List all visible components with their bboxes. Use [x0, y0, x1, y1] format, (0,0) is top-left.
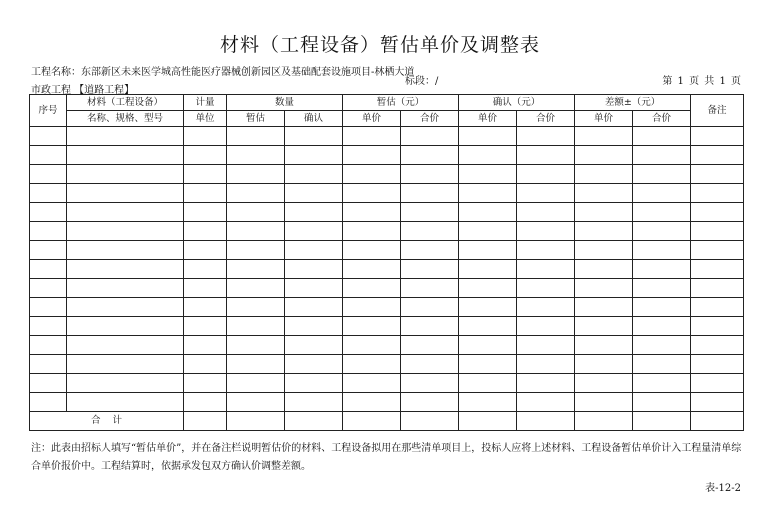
table-cell: [691, 222, 744, 241]
table-cell: [517, 203, 575, 222]
table-cell: [184, 298, 227, 317]
table-cell: [227, 279, 285, 298]
table-row: [30, 279, 744, 298]
header-diff-unit: 单价: [575, 111, 633, 127]
table-row: [30, 298, 744, 317]
table-cell: [30, 203, 67, 222]
table-row: [30, 336, 744, 355]
table-cell: [459, 260, 517, 279]
table-cell: [517, 298, 575, 317]
header-row-1: [30, 95, 744, 111]
table-cell: [67, 241, 184, 260]
header-diff: 差额±（元）: [575, 95, 691, 111]
table-cell: [285, 146, 343, 165]
table-cell: [401, 127, 459, 146]
table-cell: [459, 146, 517, 165]
table-cell: [575, 127, 633, 146]
table-cell: [30, 260, 67, 279]
table-cell: [343, 393, 401, 412]
table-cell: [633, 393, 691, 412]
table-cell: [67, 336, 184, 355]
table-cell: [184, 165, 227, 184]
table-cell: [517, 374, 575, 393]
table-cell: [691, 241, 744, 260]
table-cell: [30, 317, 67, 336]
table-cell: [343, 127, 401, 146]
table-cell: [30, 355, 67, 374]
table-cell: [401, 374, 459, 393]
table-cell: [285, 260, 343, 279]
table-cell: [575, 241, 633, 260]
table-cell: [30, 241, 67, 260]
table-cell: [285, 165, 343, 184]
table-cell: [691, 279, 744, 298]
table-cell: [343, 279, 401, 298]
table-row: [30, 127, 744, 146]
table-cell: [633, 298, 691, 317]
table-cell: [184, 203, 227, 222]
table-cell: [691, 203, 744, 222]
table-cell: [184, 279, 227, 298]
table-cell: [575, 336, 633, 355]
table-cell: [633, 127, 691, 146]
table-cell: [401, 393, 459, 412]
table-cell: [343, 298, 401, 317]
page-title: 材料（工程设备）暂估单价及调整表: [219, 34, 540, 56]
table-cell: [227, 127, 285, 146]
table-row: [30, 146, 744, 165]
table-cell: [459, 393, 517, 412]
table-cell: [30, 222, 67, 241]
table-cell: [285, 317, 343, 336]
table-cell: [343, 241, 401, 260]
table-cell: [691, 336, 744, 355]
table-row: [30, 374, 744, 393]
table-cell: [575, 412, 633, 431]
table-cell: [67, 165, 184, 184]
table-cell: [575, 184, 633, 203]
table-cell: [691, 374, 744, 393]
table-cell: [575, 222, 633, 241]
table-cell: [67, 222, 184, 241]
table-cell: [227, 298, 285, 317]
table-cell: [401, 412, 459, 431]
table-cell: [285, 127, 343, 146]
table-cell: [517, 241, 575, 260]
total-row: [30, 412, 744, 431]
table-cell: [401, 241, 459, 260]
table-row: [30, 222, 744, 241]
table-cell: [517, 279, 575, 298]
header-quantity: 数量: [227, 95, 343, 111]
table-cell: [633, 146, 691, 165]
table-cell: [67, 146, 184, 165]
table-cell: [459, 222, 517, 241]
header-remark: 备注: [691, 95, 744, 127]
table-cell: [401, 222, 459, 241]
table-cell: [575, 146, 633, 165]
table-cell: [517, 336, 575, 355]
table-cell: [343, 336, 401, 355]
table-cell: [691, 412, 744, 431]
table-cell: [184, 127, 227, 146]
table-row: [30, 203, 744, 222]
table-cell: [67, 298, 184, 317]
table-cell: [227, 184, 285, 203]
table-cell: [343, 374, 401, 393]
header-unit-1: 计量: [184, 95, 227, 111]
table-cell: [691, 184, 744, 203]
table-cell: [401, 355, 459, 374]
header-confirm: 确认（元）: [459, 95, 575, 111]
table-cell: [227, 317, 285, 336]
table-cell: [633, 355, 691, 374]
table-row: [30, 317, 744, 336]
table-cell: [67, 374, 184, 393]
table-cell: [184, 260, 227, 279]
table-cell: [30, 184, 67, 203]
table-cell: [184, 146, 227, 165]
table-cell: [343, 355, 401, 374]
table-cell: [184, 184, 227, 203]
table-cell: [691, 127, 744, 146]
table-row: [30, 355, 744, 374]
project-name-line2: 市政工程 【道路工程】: [31, 85, 135, 96]
table-cell: [67, 127, 184, 146]
header-est-total: 合价: [401, 111, 459, 127]
table-cell: [67, 317, 184, 336]
table-cell: [517, 165, 575, 184]
header-q-conf: 确认: [285, 111, 343, 127]
table-cell: [30, 336, 67, 355]
table-cell: [343, 412, 401, 431]
project-label: 工程名称：: [31, 67, 81, 78]
table-cell: [285, 279, 343, 298]
table-cell: [517, 355, 575, 374]
table-cell: [227, 241, 285, 260]
table-cell: [517, 393, 575, 412]
table-cell: [343, 165, 401, 184]
table-cell: [285, 412, 343, 431]
table-cell: [67, 203, 184, 222]
table-cell: [691, 317, 744, 336]
table-cell: [401, 184, 459, 203]
header-q-est: 暂估: [227, 111, 285, 127]
table-number: 表-12-2: [705, 483, 741, 494]
table-cell: [517, 317, 575, 336]
header-unit-2: 单位: [184, 111, 227, 127]
table-cell: [343, 146, 401, 165]
table-cell: [459, 374, 517, 393]
header-row-2: [30, 111, 744, 127]
header-material-2: 名称、规格、型号: [67, 111, 184, 127]
table-cell: [401, 165, 459, 184]
table-cell: [285, 222, 343, 241]
header-seq: 序号: [30, 95, 67, 127]
table-cell: [285, 374, 343, 393]
project-name-line1: [31, 63, 414, 78]
table-cell: [401, 260, 459, 279]
header-est-unit: 单价: [343, 111, 401, 127]
table-cell: [691, 355, 744, 374]
estimate-table: [29, 94, 744, 431]
table-cell: [459, 279, 517, 298]
table-cell: [30, 298, 67, 317]
table-cell: [343, 222, 401, 241]
header-conf-total: 合价: [517, 111, 575, 127]
table-row: [30, 165, 744, 184]
header-material-1: 材料（工程设备）: [67, 95, 184, 111]
table-cell: [285, 241, 343, 260]
table-cell: [633, 203, 691, 222]
table-cell: [67, 184, 184, 203]
table-cell: [227, 260, 285, 279]
table-cell: [184, 393, 227, 412]
table-cell: [575, 355, 633, 374]
table-cell: [30, 393, 67, 412]
table-cell: [517, 222, 575, 241]
table-cell: [227, 165, 285, 184]
table-cell: [343, 184, 401, 203]
header-estimate: 暂估（元）: [343, 95, 459, 111]
table-cell: [633, 279, 691, 298]
table-cell: [184, 317, 227, 336]
table-cell: [691, 393, 744, 412]
table-cell: [575, 317, 633, 336]
table-cell: [401, 317, 459, 336]
table-cell: [401, 279, 459, 298]
table-cell: [343, 260, 401, 279]
table-cell: [30, 146, 67, 165]
table-cell: [343, 317, 401, 336]
table-cell: [227, 146, 285, 165]
table-cell: [633, 165, 691, 184]
table-cell: [184, 412, 227, 431]
table-cell: [459, 298, 517, 317]
header-diff-total: 合价: [633, 111, 691, 127]
table-cell: [691, 146, 744, 165]
table-cell: [633, 317, 691, 336]
table-cell: [633, 260, 691, 279]
table-cell: [343, 203, 401, 222]
table-cell: [67, 260, 184, 279]
table-cell: [227, 393, 285, 412]
section-label: 标段：/: [405, 76, 439, 87]
table-cell: [459, 355, 517, 374]
table-cell: [459, 184, 517, 203]
table-cell: [227, 412, 285, 431]
table-cell: [30, 374, 67, 393]
table-cell: [459, 127, 517, 146]
table-cell: [517, 146, 575, 165]
table-cell: [575, 393, 633, 412]
table-cell: [459, 165, 517, 184]
table-cell: [30, 127, 67, 146]
table-cell: [401, 146, 459, 165]
table-cell: [227, 203, 285, 222]
table-cell: [30, 165, 67, 184]
header-conf-unit: 单价: [459, 111, 517, 127]
table-cell: [67, 393, 184, 412]
table-cell: [184, 241, 227, 260]
table-cell: [575, 374, 633, 393]
table-cell: [227, 374, 285, 393]
table-row: [30, 241, 744, 260]
table-cell: [575, 203, 633, 222]
table-cell: [285, 393, 343, 412]
table-row: [30, 260, 744, 279]
table-cell: [401, 298, 459, 317]
table-cell: [633, 241, 691, 260]
table-cell: [184, 336, 227, 355]
footnote: 注：此表由招标人填写“暂估单价”，并在备注栏说明暂估价的材料、工程设备拟用在那些清单项目上，投标人应将上述材料、工程设备暂估单价计入工程量清单综合单价报价中。工程结算时，依据承发包双方确认价调整差额。: [31, 443, 742, 472]
table-cell: [459, 203, 517, 222]
table-cell: [285, 355, 343, 374]
table-cell: [517, 184, 575, 203]
table-cell: [227, 336, 285, 355]
table-cell: [401, 203, 459, 222]
table-cell: [517, 260, 575, 279]
table-cell: [633, 336, 691, 355]
table-cell: [285, 203, 343, 222]
table-cell: [517, 412, 575, 431]
table-body: [30, 127, 744, 412]
table-cell: [459, 317, 517, 336]
table-cell: [575, 260, 633, 279]
table-cell: [691, 165, 744, 184]
table-cell: [459, 336, 517, 355]
table-cell: [227, 355, 285, 374]
table-cell: [575, 279, 633, 298]
table-cell: [227, 222, 285, 241]
table-cell: [459, 412, 517, 431]
table-cell: [517, 127, 575, 146]
table-cell: [285, 184, 343, 203]
table-cell: [285, 298, 343, 317]
page-number: 第 1 页 共 1 页: [662, 76, 741, 87]
table-cell: [633, 184, 691, 203]
table-row: [30, 393, 744, 412]
table-cell: [184, 222, 227, 241]
table-cell: [67, 355, 184, 374]
table-cell: [575, 165, 633, 184]
table-cell: [691, 298, 744, 317]
table-cell: [30, 279, 67, 298]
total-label: 合 计: [30, 412, 184, 431]
table-cell: [633, 412, 691, 431]
table-cell: [285, 336, 343, 355]
table-cell: [633, 222, 691, 241]
table-cell: [401, 336, 459, 355]
table-cell: [691, 260, 744, 279]
table-cell: [575, 298, 633, 317]
table-row: [30, 184, 744, 203]
table-cell: [184, 355, 227, 374]
table-cell: [633, 374, 691, 393]
table-cell: [184, 374, 227, 393]
project-name: 东部新区未来医学城高性能医疗器械创新园区及基础配套设施项目-林栖大道: [81, 67, 415, 78]
table-cell: [459, 241, 517, 260]
table-cell: [67, 279, 184, 298]
